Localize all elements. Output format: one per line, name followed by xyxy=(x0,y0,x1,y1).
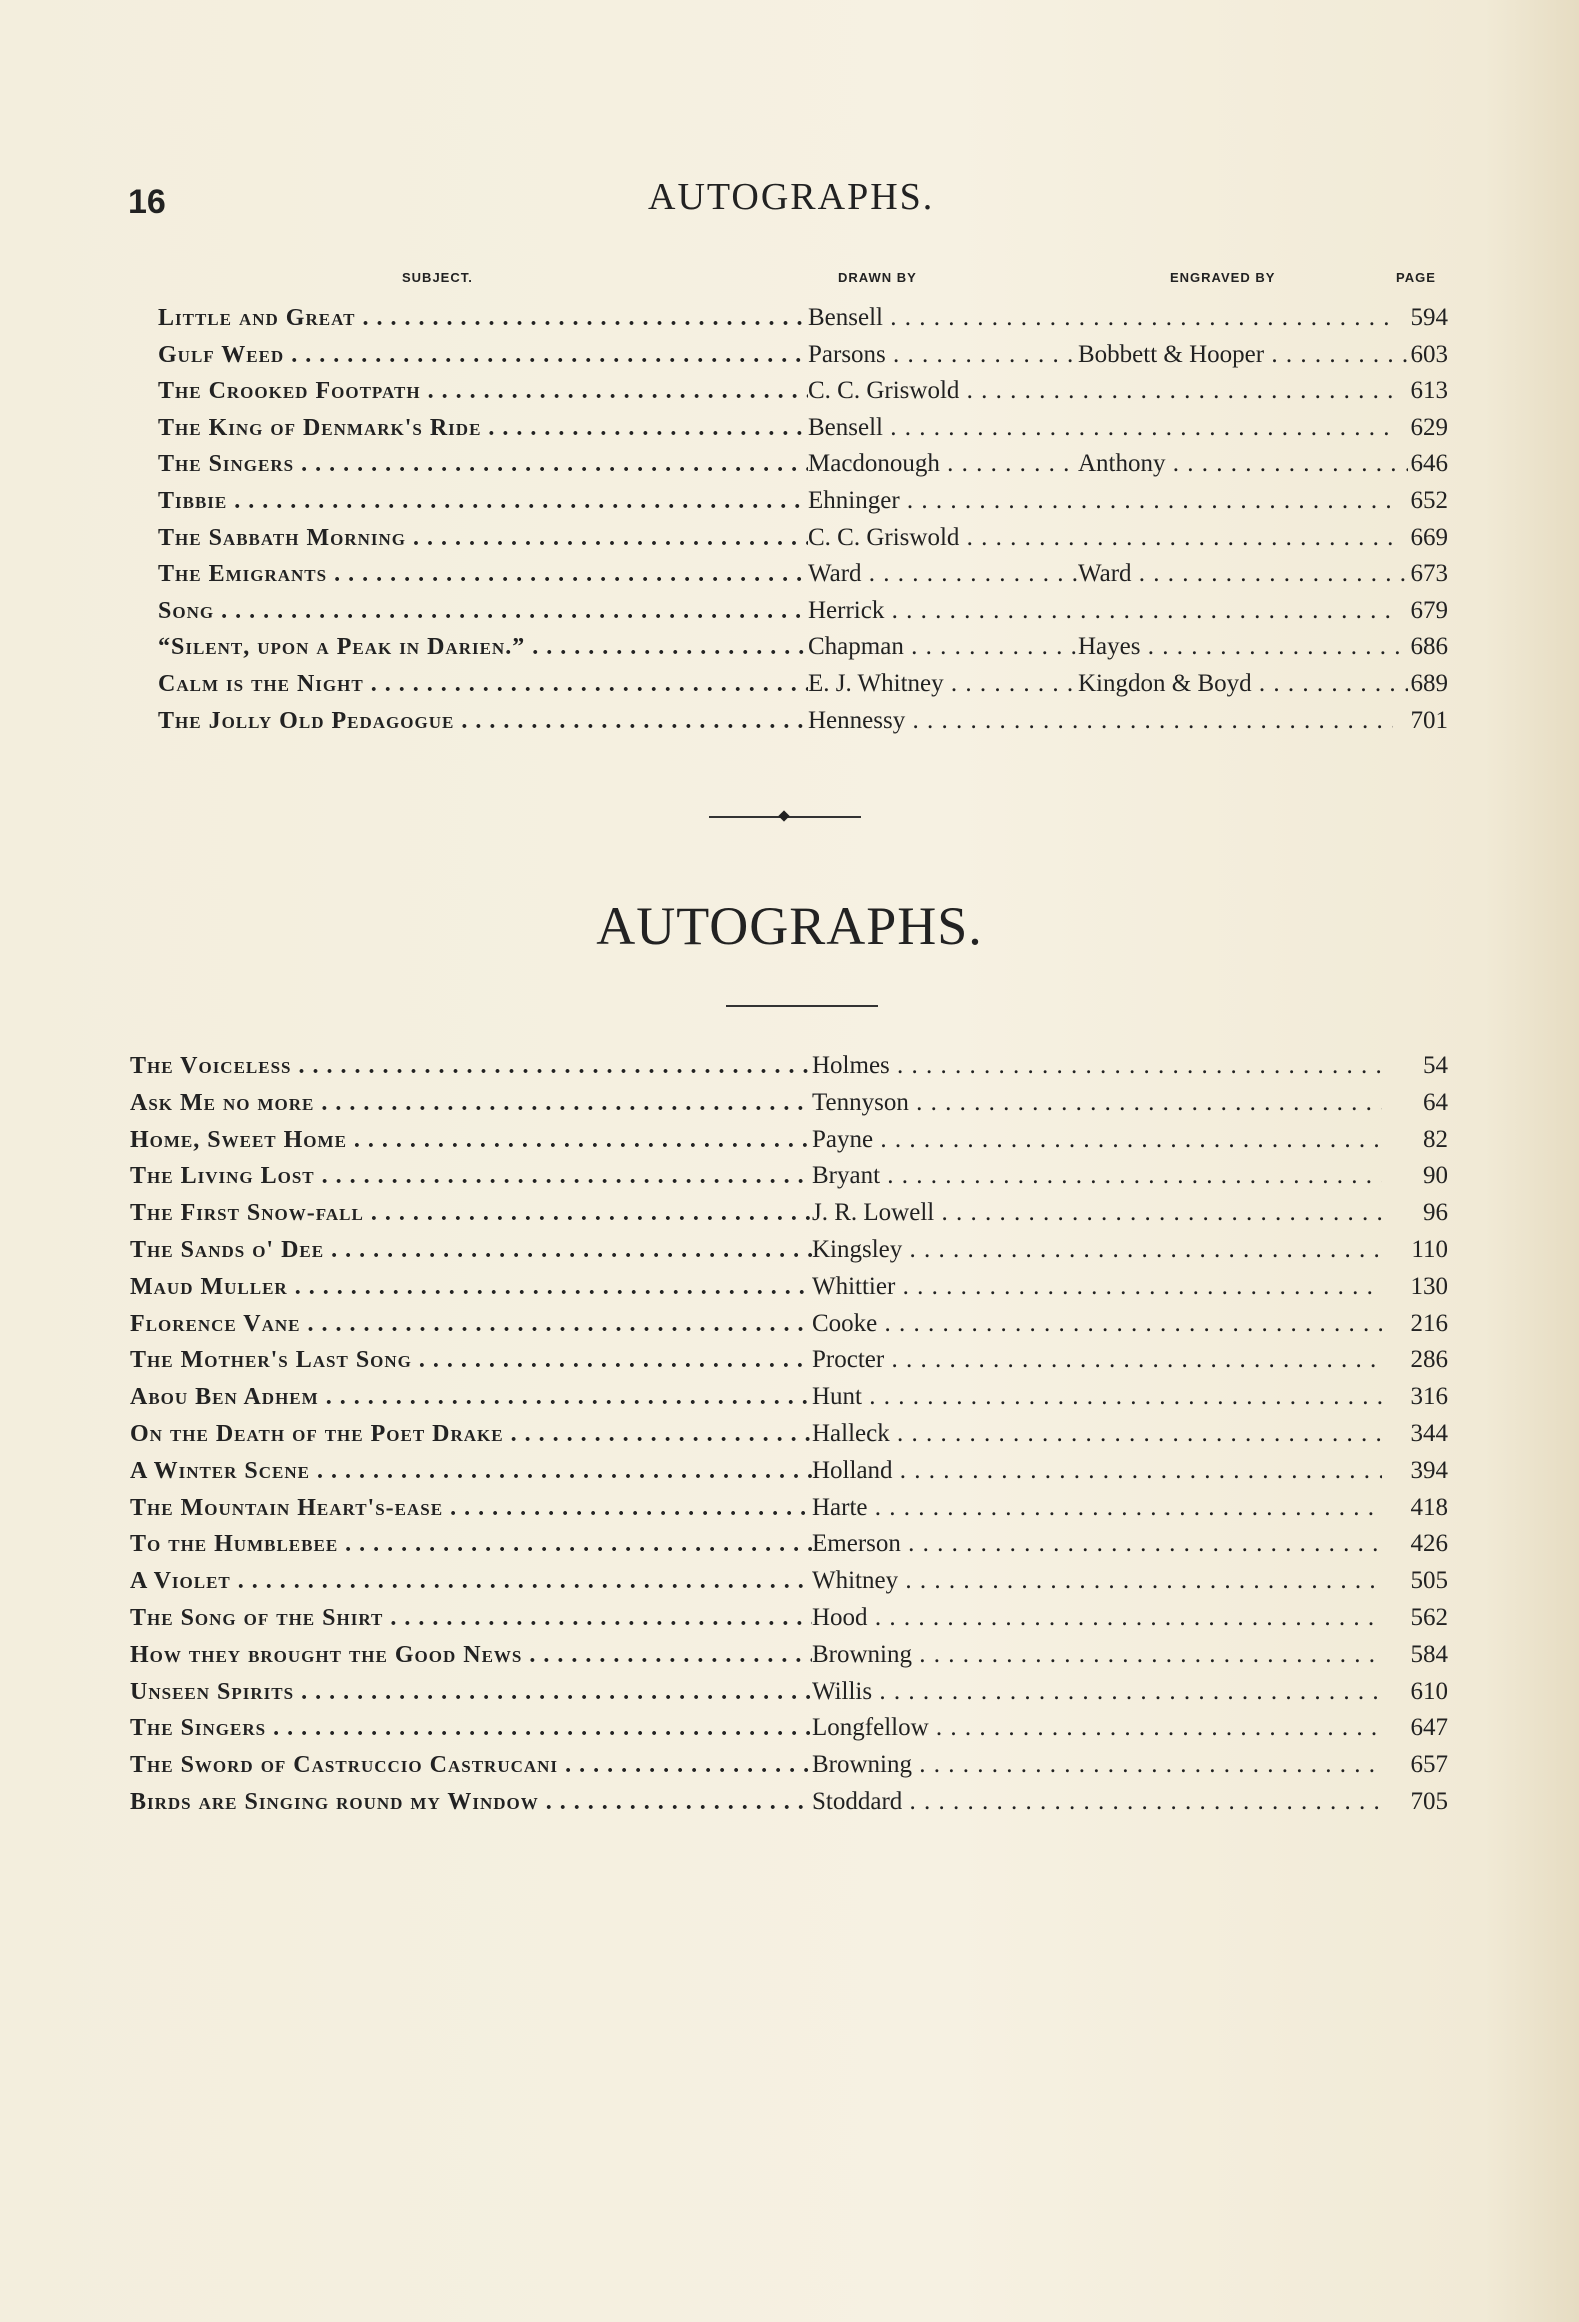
author-cell: Whittier . . . xyxy=(812,1269,1382,1306)
subject-cell: “Silent, upon a Peak in Darien.” . . . xyxy=(158,629,808,666)
subject-cell: The Sands o' Dee . . . xyxy=(130,1232,812,1269)
page-cell: 426 xyxy=(1410,1530,1448,1558)
page-cell: 657 xyxy=(1410,1751,1448,1779)
page-cell: 603 xyxy=(1410,340,1448,368)
table-row xyxy=(158,483,1448,520)
page-number: 16 xyxy=(128,183,166,221)
drawn-by-cell: Parsons . . . xyxy=(808,337,1078,374)
subject-column-header: SUBJECT. xyxy=(402,270,473,285)
subject-cell: The Sword of Castruccio Castrucani . . . xyxy=(130,1747,812,1784)
table-row xyxy=(158,410,1448,447)
page-cell: 594 xyxy=(1410,304,1448,331)
drawn-by-cell: Macdonough . . . xyxy=(808,446,1078,483)
page-cell: 316 xyxy=(1410,1383,1448,1411)
page-cell: 562 xyxy=(1410,1603,1448,1631)
page-cell: 705 xyxy=(1410,1787,1448,1815)
page-cell: 646 xyxy=(1410,450,1448,478)
page-cell: 286 xyxy=(1410,1346,1448,1374)
page-cell: 673 xyxy=(1410,560,1448,588)
subject-cell: The Mother's Last Song . . . xyxy=(130,1342,812,1379)
subject-cell: The Living Lost . . . xyxy=(130,1158,812,1195)
drawn-by-cell: Ehninger . . . xyxy=(808,483,1393,520)
table-row xyxy=(130,1122,1448,1159)
author-cell: Emerson . . . xyxy=(812,1526,1382,1563)
author-cell: Halleck . . . xyxy=(812,1416,1382,1453)
table-row xyxy=(158,666,1448,703)
page-cell: 110 xyxy=(1411,1235,1448,1263)
subject-cell: On the Death of the Poet Drake . . . xyxy=(130,1416,812,1453)
table-row xyxy=(130,1269,1448,1306)
table-row xyxy=(158,373,1448,410)
title-rule xyxy=(726,1005,878,1007)
page-cell: 54 xyxy=(1423,1052,1448,1079)
subject-cell: A Winter Scene . . . xyxy=(130,1453,812,1490)
author-cell: Willis . . . xyxy=(812,1674,1382,1711)
table-row xyxy=(158,703,1448,740)
table-row xyxy=(130,1526,1448,1563)
subject-cell: Calm is the Night . . . xyxy=(158,666,808,703)
author-cell: Payne . . . xyxy=(812,1122,1382,1159)
page-cell: 686 xyxy=(1410,633,1448,661)
subject-cell: The First Snow-fall . . . xyxy=(130,1195,812,1232)
engraved-by-cell: Bobbett & Hooper . . . xyxy=(1078,337,1408,374)
subject-cell: Abou Ben Adhem . . . xyxy=(130,1379,812,1416)
table-row xyxy=(158,556,1448,593)
page-cell: 584 xyxy=(1410,1640,1448,1668)
engraved-by-cell: Anthony . . . xyxy=(1078,446,1408,483)
drawn-by-column-header: DRAWN BY xyxy=(838,270,917,285)
author-cell: Stoddard . . . xyxy=(812,1784,1382,1821)
subject-cell: Florence Vane . . . xyxy=(130,1306,812,1343)
subject-cell: Ask Me no more . . . xyxy=(130,1085,812,1122)
drawn-by-cell: Bensell . . . xyxy=(808,410,1393,447)
page-cell: 701 xyxy=(1410,706,1448,734)
author-cell: Bryant . . . xyxy=(812,1158,1382,1195)
page-cell: 652 xyxy=(1410,486,1448,514)
table-row xyxy=(130,1195,1448,1232)
table-row xyxy=(158,446,1448,483)
subject-cell: Song . . . xyxy=(158,593,808,630)
author-cell: Whitney . . . xyxy=(812,1563,1382,1600)
author-cell: Holland . . . xyxy=(812,1453,1382,1490)
author-cell: Holmes . . . xyxy=(812,1048,1382,1085)
author-cell: Longfellow . . . xyxy=(812,1710,1382,1747)
drawn-by-cell: E. J. Whitney . . . xyxy=(808,666,1078,703)
page-cell: 613 xyxy=(1410,377,1448,405)
page-cell: 418 xyxy=(1410,1493,1448,1521)
subject-cell: To the Humblebee . . . xyxy=(130,1526,812,1563)
subject-cell: The Singers . . . xyxy=(158,446,808,483)
table-row xyxy=(130,1232,1448,1269)
table-row xyxy=(130,1306,1448,1343)
table-row xyxy=(130,1490,1448,1527)
table-row xyxy=(130,1600,1448,1637)
page-cell: 394 xyxy=(1410,1456,1448,1484)
subject-cell: How they brought the Good News . . . xyxy=(130,1637,812,1674)
page-cell: 669 xyxy=(1410,523,1448,551)
table-row xyxy=(130,1453,1448,1490)
illustrations-list xyxy=(158,300,1448,739)
engraved-by-cell: Ward . . . xyxy=(1078,556,1408,593)
page-cell: 82 xyxy=(1423,1125,1448,1153)
author-cell: Tennyson . . . xyxy=(812,1085,1382,1122)
engraved-by-cell: Kingdon & Boyd . . . xyxy=(1078,666,1408,703)
drawn-by-cell: Ward . . . xyxy=(808,556,1078,593)
table-row xyxy=(130,1784,1448,1821)
table-row xyxy=(130,1674,1448,1711)
author-cell: Kingsley . . . xyxy=(812,1232,1382,1269)
page-cell: 679 xyxy=(1410,596,1448,624)
subject-cell: The Sabbath Morning . . . xyxy=(158,520,808,557)
subject-cell: The Emigrants . . . xyxy=(158,556,808,593)
table-row xyxy=(158,520,1448,557)
subject-cell: Unseen Spirits . . . xyxy=(130,1674,812,1711)
page-cell: 689 xyxy=(1410,669,1448,697)
running-title: AUTOGRAPHS. xyxy=(648,176,935,218)
subject-cell: The Song of the Shirt . . . xyxy=(130,1600,812,1637)
author-cell: Hunt . . . xyxy=(812,1379,1382,1416)
section-title: AUTOGRAPHS. xyxy=(596,896,983,956)
table-row xyxy=(130,1085,1448,1122)
subject-cell: Gulf Weed . . . xyxy=(158,337,808,374)
page-header xyxy=(128,175,1448,235)
subject-cell: Tibbie . . . xyxy=(158,483,808,520)
author-cell: Browning . . . xyxy=(812,1637,1382,1674)
drawn-by-cell: C. C. Griswold . . . xyxy=(808,373,1393,410)
drawn-by-cell: C. C. Griswold . . . xyxy=(808,520,1393,557)
table-row xyxy=(158,593,1448,630)
table-row xyxy=(130,1416,1448,1453)
subject-cell: Birds are Singing round my Window . . . xyxy=(130,1784,812,1821)
column-headers xyxy=(0,270,1579,294)
page-cell: 344 xyxy=(1410,1419,1448,1447)
author-cell: Procter . . . xyxy=(812,1342,1382,1379)
page-cell: 610 xyxy=(1410,1677,1448,1705)
page-cell: 647 xyxy=(1410,1714,1448,1742)
subject-cell: A Violet . . . xyxy=(130,1563,812,1600)
author-cell: Browning . . . xyxy=(812,1747,1382,1784)
page-column-header: PAGE xyxy=(1396,270,1436,285)
page-cell: 96 xyxy=(1423,1199,1448,1227)
table-row xyxy=(130,1048,1448,1085)
subject-cell: Maud Muller . . . xyxy=(130,1269,812,1306)
engraved-by-column-header: ENGRAVED BY xyxy=(1170,270,1276,285)
table-row xyxy=(130,1637,1448,1674)
subject-cell: The Voiceless . . . xyxy=(130,1048,812,1085)
drawn-by-cell: Bensell . . . xyxy=(808,300,1393,337)
table-row xyxy=(130,1747,1448,1784)
subject-cell: The King of Denmark's Ride . . . xyxy=(158,410,808,447)
author-cell: J. R. Lowell . . . xyxy=(812,1195,1382,1232)
drawn-by-cell: Chapman . . . xyxy=(808,629,1078,666)
page-cell: 90 xyxy=(1423,1162,1448,1190)
drawn-by-cell: Hennessy . . . xyxy=(808,703,1393,740)
table-row xyxy=(158,337,1448,374)
page-cell: 216 xyxy=(1410,1309,1448,1337)
engraved-by-cell: Hayes . . . xyxy=(1078,629,1408,666)
subject-cell: The Crooked Footpath . . . xyxy=(158,373,808,410)
author-cell: Harte . . . xyxy=(812,1490,1382,1527)
author-cell: Cooke . . . xyxy=(812,1306,1382,1343)
table-row xyxy=(158,629,1448,666)
divider-ornament xyxy=(778,810,789,821)
autographs-list xyxy=(130,1048,1448,1821)
table-row xyxy=(130,1710,1448,1747)
page-cell: 505 xyxy=(1410,1567,1448,1595)
table-row xyxy=(130,1342,1448,1379)
table-row xyxy=(130,1158,1448,1195)
subject-cell: The Mountain Heart's-ease . . . xyxy=(130,1490,812,1527)
page-cell: 130 xyxy=(1410,1272,1448,1300)
section-divider xyxy=(709,816,861,818)
subject-cell: The Jolly Old Pedagogue . . . xyxy=(158,703,808,740)
table-row xyxy=(130,1563,1448,1600)
subject-cell: The Singers . . . xyxy=(130,1710,812,1747)
subject-cell: Home, Sweet Home . . . xyxy=(130,1122,812,1159)
author-cell: Hood . . . xyxy=(812,1600,1382,1637)
page-cell: 64 xyxy=(1423,1088,1448,1116)
drawn-by-cell: Herrick . . . xyxy=(808,593,1393,630)
page-cell: 629 xyxy=(1410,413,1448,441)
table-row xyxy=(130,1379,1448,1416)
subject-cell: Little and Great . . . xyxy=(158,300,808,337)
table-row xyxy=(158,300,1448,337)
